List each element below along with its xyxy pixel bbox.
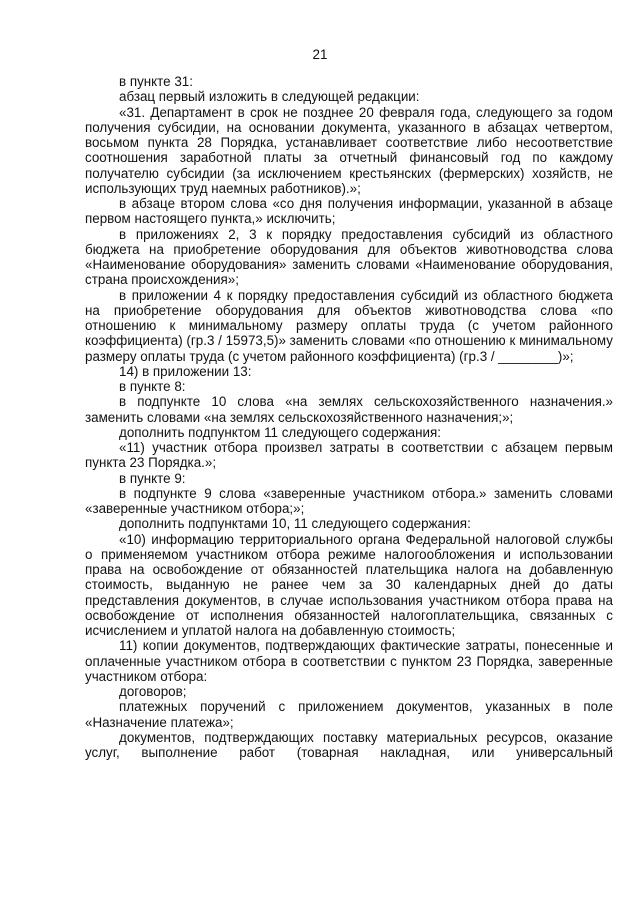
paragraph: абзац первый изложить в следующей редакции: xyxy=(119,89,420,105)
paragraph: документов, подтверждающих поставку материальных ресурсов, оказание услуг, выполнение работ (товарная накладная, или универсальный xyxy=(85,729,613,760)
paragraph: в приложении 4 к порядку предоставления субсидий из областного бюджета на приобретение оборудования для объектов животноводства слова «по отношению к минимальному размеру оплаты труда (с учетом районного коэффициента) (гр.3 / 15973,5)» заменить словами «по отношению к минимальному размеру оплаты труда (с учетом районного коэффициента) (гр.3 / ________)»; xyxy=(85,287,613,364)
paragraph: в пункте 8: xyxy=(119,379,186,394)
paragraph: платежных поручений с приложением документов, указанных в поле «Назначение платежа»; xyxy=(85,699,613,730)
paragraph: «11) участник отбора произвел затраты в соответствии с абзацем первым пункта 23 Порядка.»; xyxy=(85,440,613,471)
paragraph: дополнить подпунктами 10, 11 следующего содержания: xyxy=(119,516,471,532)
paragraph: 11) копии документов, подтверждающих фактические затраты, понесенные и оплаченные участником отбора в соответствии с пунктом 23 Порядка, заверенные участником отбора: xyxy=(85,638,613,684)
paragraph: в пункте 31: xyxy=(119,74,193,89)
paragraph: в приложениях 2, 3 к порядку предоставления субсидий из областного бюджета на приобретение оборудования для объектов животноводства слова «Наименование оборудования» заменить словами «Наименование оборудования, страна происхождения»; xyxy=(85,226,613,288)
paragraph: в пункте 9: xyxy=(119,470,186,486)
paragraph: в подпункте 9 слова «заверенные участником отбора.» заменить словами «заверенные участником отбора;»; xyxy=(85,485,613,516)
paragraph: договоров; xyxy=(119,684,187,699)
paragraph: в подпункте 10 слова «на землях сельскохозяйственного назначения.» заменить словами «на землях сельскохозяйственного назначения;»; xyxy=(85,394,613,425)
paragraph: дополнить подпунктом 11 следующего содержания: xyxy=(119,424,441,440)
paragraph: 14) в приложении 13: xyxy=(119,363,252,379)
paragraph: «10) информацию территориального органа Федеральной налоговой службы о применяемом участником отбора режиме налогообложения и использовании права на освобождение от обязанностей плательщика налога на добавленную стоимость, выданную не ранее чем за 30 календарных дней до даты представления документов, в случае использования участником отбора права на освобождение от исполнения обязанностей налогоплательщика, связанных с исчислением и уплатой налога на добавленную стоимость; xyxy=(85,531,613,638)
document-body xyxy=(85,74,613,760)
paragraph: в абзаце втором слова «со дня получения информации, указанной в абзаце первом настоящего пункта,» исключить; xyxy=(85,196,613,227)
page-number: 21 xyxy=(312,47,328,62)
paragraph: «31. Департамент в срок не позднее 20 февраля года, следующего за годом получения субсидии, на основании документа, указанного в абзацах четвертом, восьмом пункта 28 Порядка, устанавливает соответствие либо несоответствие соотношения заработной платы за отчетный финансовый год по каждому получателю субсидии (за исключением крестьянских (фермерских) хозяйств, не использующих труд наемных работников).»; xyxy=(85,104,613,196)
